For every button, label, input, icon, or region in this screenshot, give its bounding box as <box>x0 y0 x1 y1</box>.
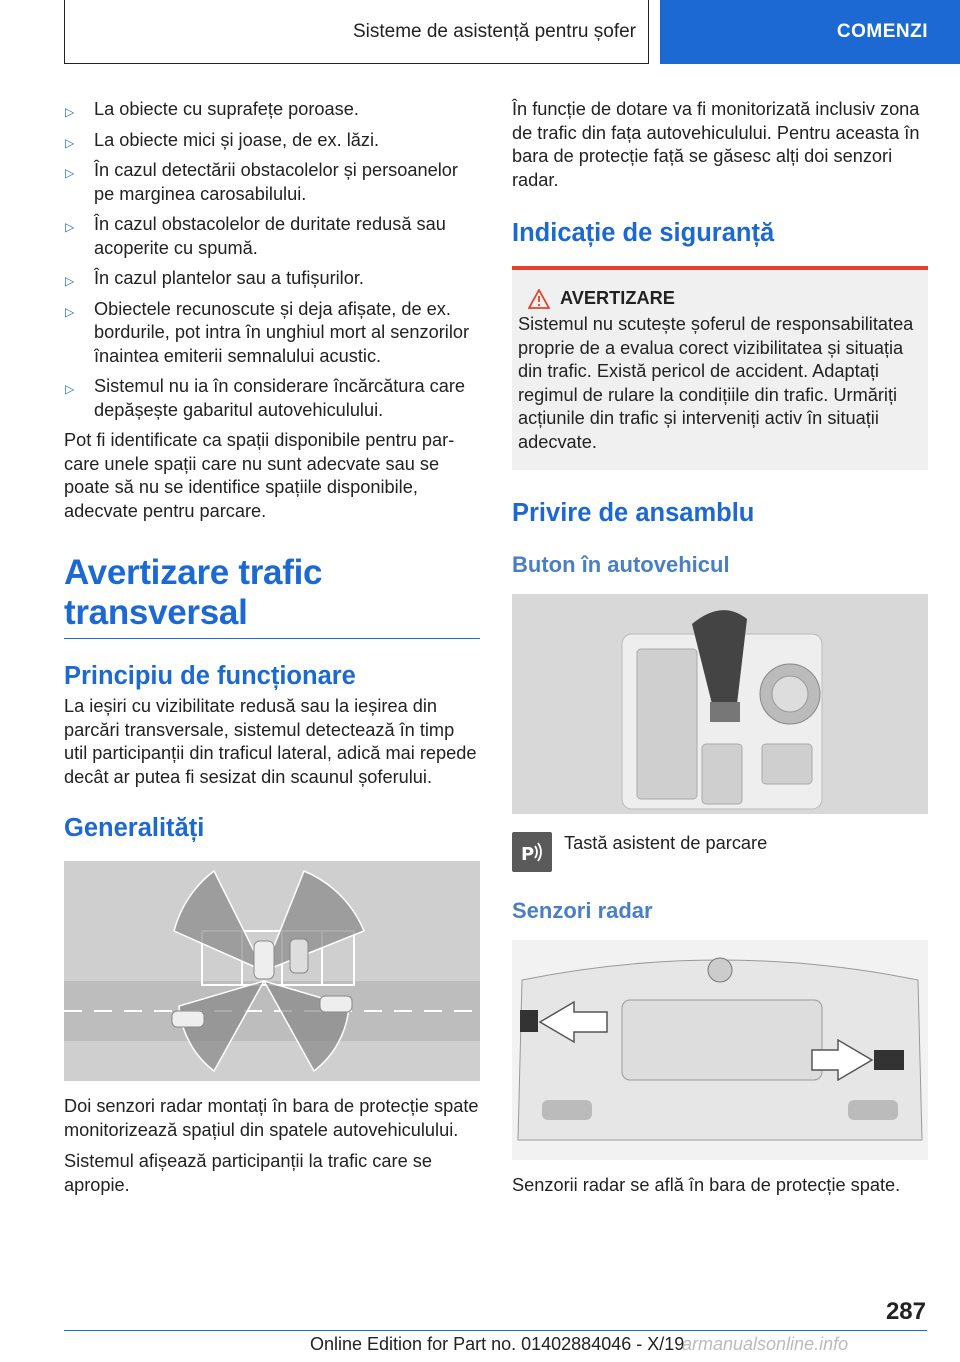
general-paragraph: Sistemul afișează participanții la trafic care se apropie. <box>64 1151 432 1195</box>
triangle-bullet-icon: ▷ <box>65 220 75 234</box>
center-console-illustration <box>512 594 928 814</box>
list-item: ▷ La obiecte mici și joase, de ex. lăzi. <box>64 129 480 153</box>
warning-triangle-icon <box>528 289 550 309</box>
radar-heading: Senzori radar <box>512 898 653 923</box>
list-item: ▷ În cazul obstacolelor de duritate redusă sau acoperite cu spumă. <box>65 214 446 258</box>
parking-sensor-icon <box>518 838 546 866</box>
header-section <box>64 0 649 64</box>
section-heading-wrap <box>64 553 480 639</box>
parking-button-row <box>512 832 928 872</box>
edition-text: Online Edition for Part no. 01402884046 - X/19 <box>310 1334 685 1354</box>
footer-divider <box>64 1330 927 1331</box>
general-heading: Generalități <box>64 814 205 842</box>
svg-text:P: P <box>521 844 535 865</box>
principle-paragraph: La ieșiri cu vizibilitate redusă sau la ieșirea din parcări transversale, sistemul detectează în timp util participanții din traficul lateral, adică mai repede decât ar putea fi sesizat din scaunul șoferului. <box>64 696 477 787</box>
triangle-bullet-icon: ▷ <box>65 166 75 180</box>
button-heading: Buton în autovehicul <box>512 552 730 577</box>
triangle-bullet-icon: ▷ <box>65 274 75 288</box>
radar-caption: Senzorii radar se află în bara de protecție spate. <box>512 1175 901 1195</box>
limitations-list <box>64 98 480 422</box>
rear-bumper-illustration <box>512 940 928 1160</box>
safety-heading: Indicație de siguranță <box>512 219 775 247</box>
list-item: ▷ Obiectele recunoscute și deja afișate, de ex. bordurile, pot intra în unghiul mort al senzorilor înaintea emiterii semnalului acustic. <box>65 298 470 366</box>
list-item: ▷ La obiecte cu suprafețe poroase. <box>64 98 480 122</box>
triangle-bullet-icon: ▷ <box>65 105 75 119</box>
right-column <box>512 98 928 1198</box>
header-section-title: Sisteme de asistență pentru șofer <box>352 20 636 42</box>
page-number: 287 <box>885 1298 926 1325</box>
overview-heading: Privire de ansamblu <box>512 499 755 527</box>
parking-assistant-button-icon[interactable] <box>512 832 552 872</box>
header-chapter-tab[interactable] <box>660 0 960 64</box>
list-item: ▷ Sistemul nu ia în considerare încărcătura care depășește gabaritul autovehiculului. <box>65 376 466 420</box>
triangle-bullet-icon: ▷ <box>65 382 75 396</box>
triangle-bullet-icon: ▷ <box>65 135 75 150</box>
warning-title: AVERTIZARE <box>560 288 675 308</box>
warning-box <box>512 266 928 470</box>
radar-figure <box>512 940 928 1160</box>
section-title: Avertizare trafic transversal <box>64 553 323 632</box>
cross-traffic-figure <box>64 861 480 1081</box>
header-chapter-title: COMENZI <box>836 21 928 42</box>
list-item: ▷ În cazul plantelor sau a tufișurilor. <box>64 267 480 291</box>
console-figure <box>512 594 928 814</box>
list-item: ▷ În cazul detectării obstacolelor și persoanelor pe marginea carosabilului. <box>65 160 458 204</box>
watermark-text: armanualsonline.info <box>682 1334 849 1354</box>
left-column <box>64 98 480 1197</box>
cross-traffic-illustration <box>64 861 480 1081</box>
principle-heading: Principiu de funcționare <box>64 662 356 690</box>
general-caption: Doi senzori radar montați în bara de protecție spate monitorizează spațiul din spatele autovehiculului. <box>64 1096 479 1140</box>
parking-spaces-paragraph: Pot fi identificate ca spații disponibile pentru parcare unele spații care nu sunt adecvate sau se poate să nu se identifice spațiile disponibile, adecvate pentru parcare. <box>64 430 455 521</box>
intro-paragraph: În funcție de dotare va fi monitorizată inclusiv zona de trafic din fața autovehiculului. Pentru aceasta în bara de protecție față se găsesc alți doi senzori radar. <box>512 99 920 190</box>
parking-button-label: Tastă asistent de parcare <box>564 833 768 853</box>
warning-title-row <box>528 288 920 309</box>
warning-text: Sistemul nu scutește șoferul de responsabilitatea proprie de a evalua corect vizibilitatea și situația din trafic. Există pericol de accident. Adaptați regimul de rulare la condițiile din trafic. Urmăriți acțiunile din trafic și interveniți activ în situații adecvate. <box>518 314 914 452</box>
triangle-bullet-icon: ▷ <box>65 304 75 319</box>
